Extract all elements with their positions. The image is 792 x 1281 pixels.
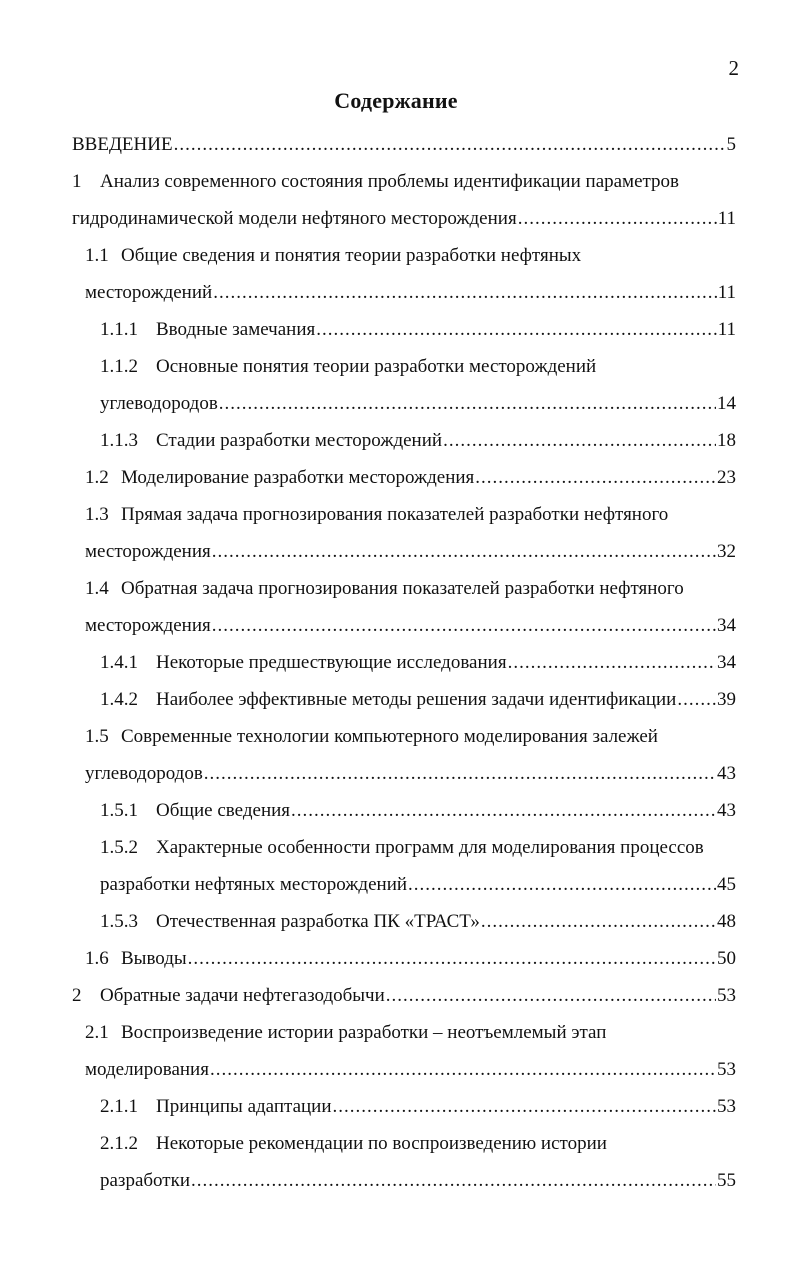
toc-entry-page: 18 — [717, 430, 736, 451]
toc-entry-title-continued: гидродинамической модели нефтяного месторождения — [72, 208, 517, 229]
toc-entry-line — [100, 385, 736, 422]
toc-entry-line — [85, 755, 736, 792]
toc-entry-title: Обратные задачи нефтегазодобычи — [100, 985, 385, 1006]
toc-entry-title: Отечественная разработка ПК «ТРАСТ» — [156, 911, 480, 932]
toc-entry-number: 1.5 — [85, 726, 109, 747]
toc-entry-number: 1.5.2 — [100, 837, 138, 858]
dot-leader — [212, 607, 716, 644]
toc-entry-line — [72, 977, 736, 1014]
toc-entry-page: 11 — [717, 208, 736, 229]
dot-leader — [408, 866, 716, 903]
toc-entry-number: 1.1.2 — [100, 356, 138, 377]
dot-leader — [219, 385, 716, 422]
toc-entry-line — [85, 533, 736, 570]
toc-entry[interactable] — [0, 792, 792, 829]
page-number: 2 — [728, 56, 739, 80]
toc-entry-title-continued: разработки нефтяных месторождений — [100, 874, 408, 895]
toc-entry[interactable] — [0, 163, 792, 237]
toc-entry[interactable] — [0, 644, 792, 681]
toc-entry-page: 14 — [717, 393, 736, 414]
toc-entry[interactable] — [0, 977, 792, 1014]
toc-entry-page: 34 — [717, 615, 736, 636]
toc-entry-line — [85, 718, 736, 755]
dot-leader — [210, 1051, 716, 1088]
table-of-contents — [0, 126, 792, 1199]
toc-entry-line — [100, 1162, 736, 1199]
toc-entry-page: 53 — [717, 985, 736, 1006]
toc-entry[interactable] — [0, 237, 792, 311]
dot-leader — [508, 644, 716, 681]
toc-entry-line — [100, 866, 736, 903]
toc-entry-number: 1.6 — [85, 948, 109, 969]
toc-entry-title: Выводы — [121, 948, 187, 969]
toc-entry-line — [100, 829, 736, 866]
dot-leader — [481, 903, 716, 940]
toc-entry[interactable] — [0, 348, 792, 422]
toc-entry-page: 45 — [717, 874, 736, 895]
toc-entry-line — [85, 607, 736, 644]
toc-entry-line — [85, 496, 736, 533]
dot-leader — [316, 311, 716, 348]
toc-entry-title-continued: углеводородов — [100, 393, 218, 414]
toc-entry[interactable] — [0, 1014, 792, 1088]
toc-entry-title: Прямая задача прогнозирования показателей разработки нефтяного — [121, 504, 669, 525]
toc-entry[interactable] — [0, 718, 792, 792]
toc-entry-line — [100, 903, 736, 940]
toc-entry-title: ВВЕДЕНИЕ — [72, 134, 173, 155]
toc-entry-page: 11 — [717, 282, 736, 303]
toc-entry-title-continued: углеводородов — [85, 763, 203, 784]
toc-entry-page: 43 — [717, 800, 736, 821]
toc-entry[interactable] — [0, 570, 792, 644]
toc-entry-title: Стадии разработки месторождений — [156, 430, 443, 451]
toc-entry-number: 2.1 — [85, 1022, 109, 1043]
toc-entry-page: 23 — [717, 467, 736, 488]
toc-entry-page: 39 — [717, 689, 736, 710]
toc-entry-number: 1.1 — [85, 245, 109, 266]
toc-entry-title: Вводные замечания — [156, 319, 316, 340]
toc-entry[interactable] — [0, 126, 792, 163]
dot-leader — [188, 940, 716, 977]
toc-entry[interactable] — [0, 459, 792, 496]
toc-entry-title: Принципы адаптации — [156, 1096, 332, 1117]
toc-entry-page: 50 — [717, 948, 736, 969]
toc-entry-title: Анализ современного состояния проблемы идентификации параметров — [100, 171, 680, 192]
toc-entry-title-continued: месторождения — [85, 615, 211, 636]
toc-entry-line — [72, 163, 736, 200]
toc-entry-line — [100, 348, 736, 385]
dot-leader — [191, 1162, 716, 1199]
dot-leader — [174, 126, 726, 163]
dot-leader — [475, 459, 716, 496]
toc-entry-title: Воспроизведение истории разработки – неотъемлемый этап — [121, 1022, 607, 1043]
toc-entry[interactable] — [0, 903, 792, 940]
toc-entry-line — [85, 459, 736, 496]
dot-leader — [677, 681, 716, 718]
toc-entry[interactable] — [0, 829, 792, 903]
toc-entry-title: Характерные особенности программ для моделирования процессов — [156, 837, 704, 858]
toc-entry[interactable] — [0, 681, 792, 718]
dot-leader — [386, 977, 716, 1014]
toc-entry-line — [85, 274, 736, 311]
toc-entry-page: 11 — [717, 319, 736, 340]
toc-entry-line — [100, 792, 736, 829]
toc-entry-number: 2 — [72, 985, 82, 1006]
toc-entry-title-continued: разработки — [100, 1170, 190, 1191]
toc-entry-title-continued: месторождений — [85, 282, 213, 303]
toc-entry-page: 34 — [717, 652, 736, 673]
toc-entry-page: 53 — [717, 1059, 736, 1080]
toc-entry-title: Моделирование разработки месторождения — [121, 467, 475, 488]
toc-entry-line — [72, 200, 736, 237]
toc-entry-title: Основные понятия теории разработки месторождений — [156, 356, 597, 377]
dot-leader — [213, 274, 717, 311]
toc-entry-title-continued: моделирования — [85, 1059, 209, 1080]
toc-entry-page: 5 — [726, 134, 736, 155]
toc-entry-number: 1.5.3 — [100, 911, 138, 932]
toc-entry-line — [85, 1014, 736, 1051]
toc-entry[interactable] — [0, 496, 792, 570]
dot-leader — [212, 533, 716, 570]
toc-entry[interactable] — [0, 1125, 792, 1199]
toc-entry-number: 1.4.2 — [100, 689, 138, 710]
dot-leader — [333, 1088, 717, 1125]
toc-entry-title: Современные технологии компьютерного моделирования залежей — [121, 726, 658, 747]
toc-entry[interactable] — [0, 1088, 792, 1125]
toc-entry-page: 48 — [717, 911, 736, 932]
toc-entry-page: 43 — [717, 763, 736, 784]
dot-leader — [443, 422, 716, 459]
toc-entry-page: 53 — [717, 1096, 736, 1117]
toc-entry-number: 1 — [72, 171, 82, 192]
toc-entry-title: Наиболее эффективные методы решения задачи идентификации — [156, 689, 677, 710]
toc-entry-line — [85, 940, 736, 977]
toc-entry-number: 1.4 — [85, 578, 109, 599]
toc-entry[interactable] — [0, 940, 792, 977]
toc-entry-number: 1.3 — [85, 504, 109, 525]
toc-entry-number: 2.1.2 — [100, 1133, 138, 1154]
toc-entry-page: 32 — [717, 541, 736, 562]
toc-entry-title-continued: месторождения — [85, 541, 211, 562]
toc-entry-title: Обратная задача прогнозирования показателей разработки нефтяного — [121, 578, 684, 599]
toc-entry-title: Общие сведения и понятия теории разработки нефтяных — [121, 245, 582, 266]
dot-leader — [291, 792, 716, 829]
toc-entry-line — [72, 126, 736, 163]
toc-entry-line — [100, 644, 736, 681]
toc-entry-number: 1.5.1 — [100, 800, 138, 821]
dot-leader — [518, 200, 717, 237]
toc-entry[interactable] — [0, 311, 792, 348]
toc-entry-line — [100, 681, 736, 718]
toc-entry-line — [100, 1088, 736, 1125]
toc-entry-number: 1.4.1 — [100, 652, 138, 673]
toc-entry-title: Некоторые рекомендации по воспроизведению истории — [156, 1133, 607, 1154]
toc-entry-line — [85, 1051, 736, 1088]
toc-entry-title: Некоторые предшествующие исследования — [156, 652, 507, 673]
toc-entry-line — [85, 570, 736, 607]
toc-entry-number: 2.1.1 — [100, 1096, 138, 1117]
toc-entry-line — [100, 422, 736, 459]
toc-entry-number: 1.1.3 — [100, 430, 138, 451]
dot-leader — [204, 755, 716, 792]
page-title: Содержание — [334, 88, 458, 113]
toc-entry-line — [100, 1125, 736, 1162]
toc-entry[interactable] — [0, 422, 792, 459]
toc-entry-line — [100, 311, 736, 348]
toc-entry-page: 55 — [717, 1170, 736, 1191]
toc-entry-number: 1.1.1 — [100, 319, 138, 340]
toc-entry-number: 1.2 — [85, 467, 109, 488]
toc-entry-line — [85, 237, 736, 274]
toc-entry-title: Общие сведения — [156, 800, 291, 821]
